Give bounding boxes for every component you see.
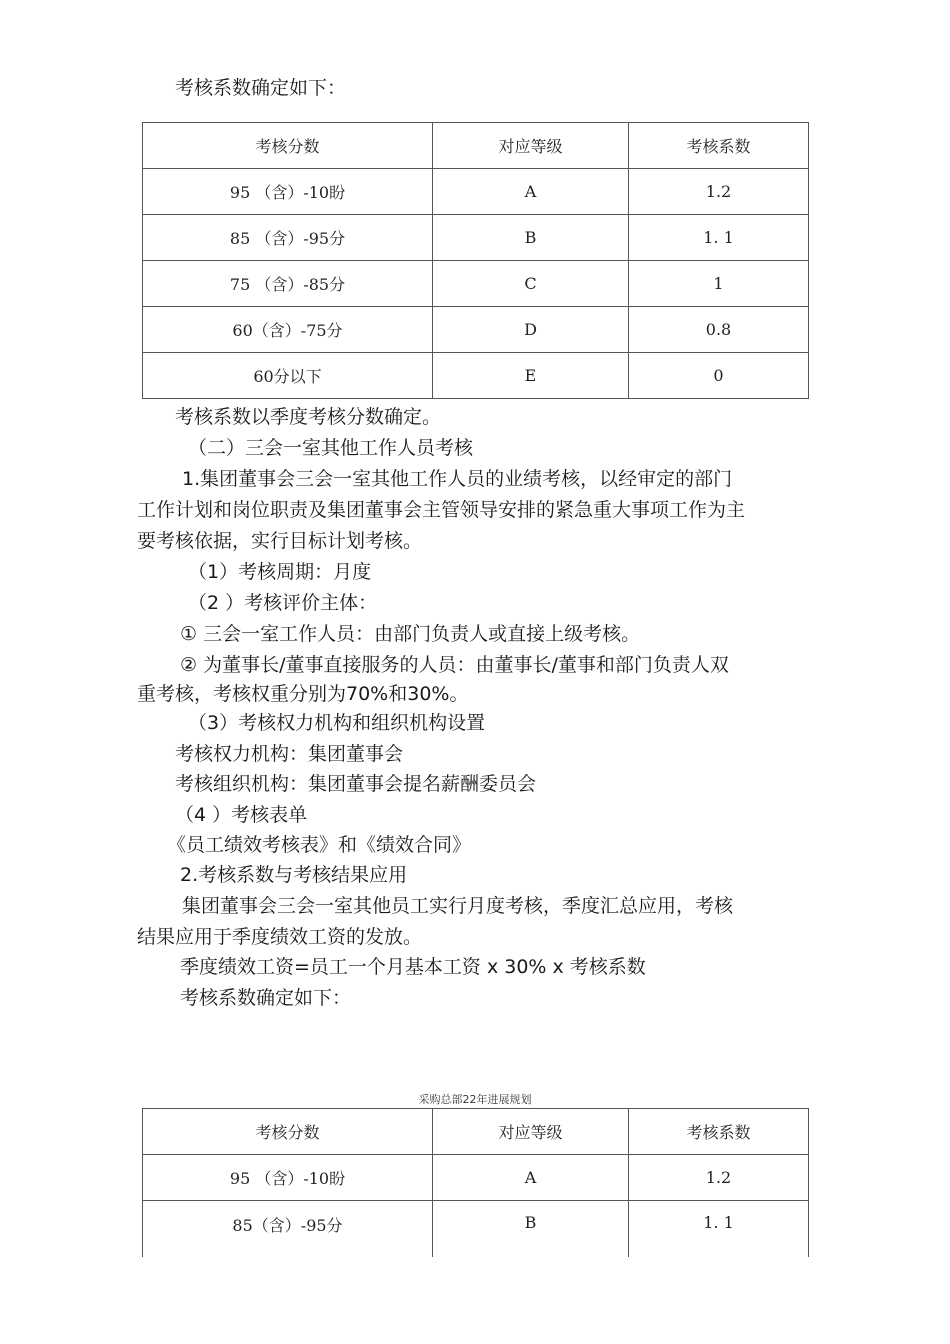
cell-score: 85（含）-95分 — [143, 1201, 433, 1258]
section-heading: 2.考核系数与考核结果应用 — [180, 864, 408, 886]
table-row — [143, 1201, 809, 1258]
cell-coefficient: 1. 1 — [629, 1201, 809, 1258]
cell-coefficient: 1.2 — [629, 169, 809, 215]
cell-score: 95 （含）-10盼 — [143, 169, 433, 215]
table-row — [143, 307, 809, 353]
paragraph-line: 重考核，考核权重分别为70%和30%。 — [137, 683, 469, 705]
paragraph-line: （3）考核权力机构和组织机构设置 — [188, 712, 486, 734]
table-row — [143, 169, 809, 215]
table-row — [143, 215, 809, 261]
cell-score: 60（含）-75分 — [143, 307, 433, 353]
header-score: 考核分数 — [143, 123, 433, 169]
coefficient-table — [142, 1108, 809, 1257]
table-row — [143, 261, 809, 307]
paragraph-line: 集团董事会三会一室其他员工实行月度考核，季度汇总应用，考核 — [182, 895, 734, 917]
cell-coefficient: 1.2 — [629, 1155, 809, 1201]
paragraph-line: 考核组织机构：集团董事会提名薪酬委员会 — [175, 773, 537, 795]
paragraph-line: （2 ）考核评价主体： — [188, 592, 378, 614]
header-coefficient: 考核系数 — [629, 123, 809, 169]
intro-heading: 考核系数确定如下： — [175, 77, 347, 99]
cell-grade: B — [433, 215, 629, 261]
paragraph-line: ① 三会一室工作人员：由部门负责人或直接上级考核。 — [180, 623, 641, 645]
header-score: 考核分数 — [143, 1109, 433, 1155]
paragraph-line: ② 为董事长/董事直接服务的人员：由董事长/董事和部门负责人双 — [180, 654, 729, 676]
cell-coefficient: 1 — [629, 261, 809, 307]
paragraph-line: 1.集团董事会三会一室其他工作人员的业绩考核，以经审定的部门 — [182, 468, 733, 490]
cell-grade: D — [433, 307, 629, 353]
cell-grade: A — [433, 169, 629, 215]
paragraph-line: 《员工绩效考核表》和《绩效合同》 — [167, 834, 472, 856]
table-row — [143, 1155, 809, 1201]
paragraph-line: 考核系数确定如下： — [180, 987, 352, 1009]
cell-score: 60分以下 — [143, 353, 433, 399]
header-grade: 对应等级 — [433, 1109, 629, 1155]
cell-grade: E — [433, 353, 629, 399]
paragraph-line: （4 ）考核表单 — [175, 804, 308, 826]
cell-coefficient: 0.8 — [629, 307, 809, 353]
cell-score: 85 （含）-95分 — [143, 215, 433, 261]
section-heading: （二）三会一室其他工作人员考核 — [188, 437, 474, 459]
cell-score: 75 （含）-85分 — [143, 261, 433, 307]
paragraph-line: 工作计划和岗位职责及集团董事会主管领导安排的紧急重大事项工作为主 — [137, 499, 746, 521]
table-header-row — [143, 123, 809, 169]
paragraph-line: 要考核依据，实行目标计划考核。 — [137, 530, 423, 552]
paragraph-line: 考核系数以季度考核分数确定。 — [175, 406, 442, 428]
cell-grade: B — [433, 1201, 629, 1258]
table-row — [143, 353, 809, 399]
header-coefficient: 考核系数 — [629, 1109, 809, 1155]
cell-coefficient: 1. 1 — [629, 215, 809, 261]
header-grade: 对应等级 — [433, 123, 629, 169]
cell-grade: A — [433, 1155, 629, 1201]
paragraph-line: 季度绩效工资=员工一个月基本工资 x 30% x 考核系数 — [180, 956, 646, 978]
paragraph-line: 考核权力机构：集团董事会 — [175, 743, 404, 765]
table-header-row — [143, 1109, 809, 1155]
coefficient-table — [142, 122, 809, 399]
cell-coefficient: 0 — [629, 353, 809, 399]
paragraph-line: （1）考核周期：月度 — [188, 561, 372, 583]
cell-grade: C — [433, 261, 629, 307]
page-footer: 采购总部22年进展规划 — [418, 1093, 532, 1106]
paragraph-line: 结果应用于季度绩效工资的发放。 — [137, 926, 423, 948]
cell-score: 95 （含）-10盼 — [143, 1155, 433, 1201]
